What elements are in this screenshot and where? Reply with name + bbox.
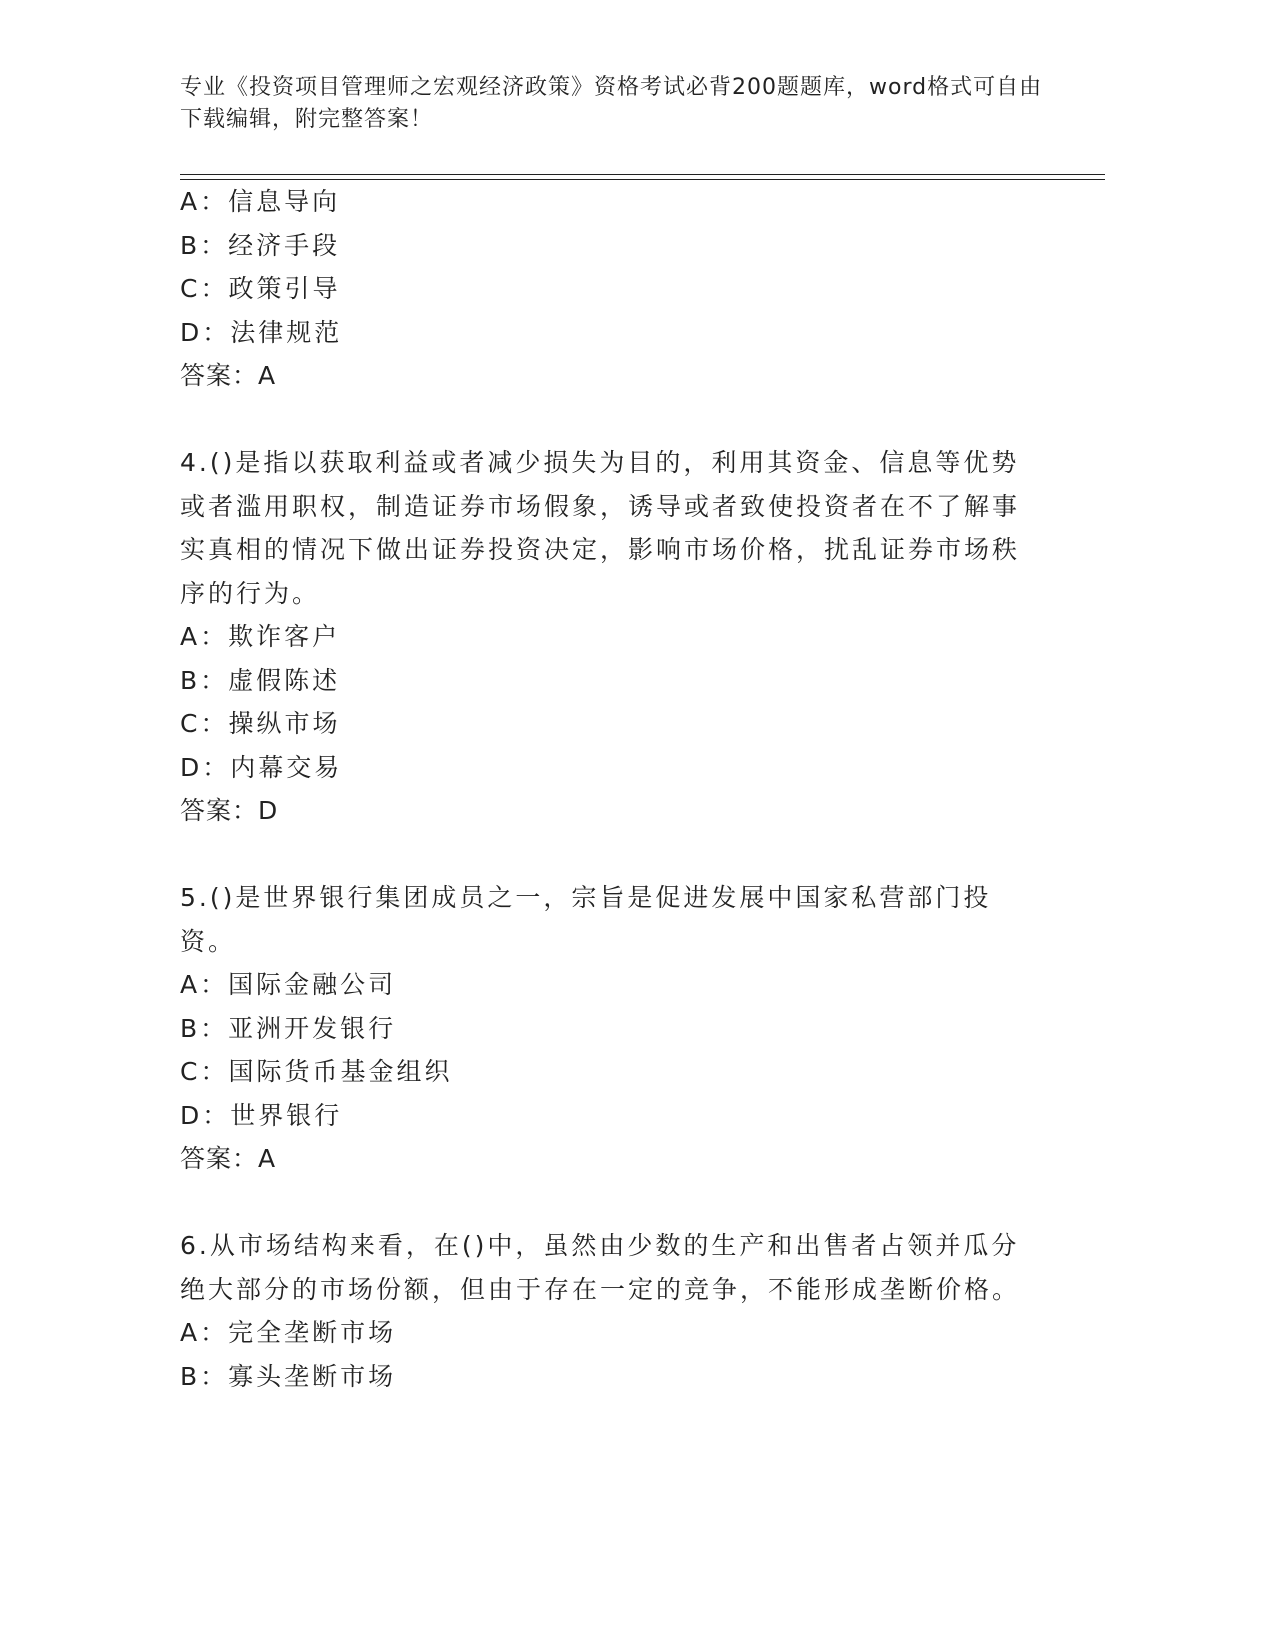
question-text: 5.()是世界银行集团成员之一，宗旨是促进发展中国家私营部门投资。	[180, 883, 992, 956]
option-a: A：国际金融公司	[180, 970, 397, 999]
spacer	[180, 1181, 1060, 1225]
answer-line: 答案：A	[180, 1144, 277, 1173]
option-d: D：内幕交易	[180, 752, 343, 782]
question-4-block	[180, 441, 1060, 833]
option-a: A：欺诈客户	[180, 622, 341, 651]
option-b: B：虚假陈述	[180, 665, 341, 695]
question-3-block	[180, 180, 1060, 398]
option-d: D：法律规范	[180, 317, 343, 347]
question-5-block	[180, 876, 1060, 1181]
option-c: C：政策引导	[180, 274, 341, 303]
option-b: B：寡头垄断市场	[180, 1361, 397, 1391]
option-c: C：操纵市场	[180, 709, 341, 738]
answer-line: 答案：A	[180, 361, 277, 390]
document-header: 专业《投资项目管理师之宏观经济政策》资格考试必背200题题库，word格式可自由下载编辑，附完整答案！	[180, 75, 1043, 132]
question-text: 6.从市场结构来看，在()中，虽然由少数的生产和出售者占领并瓜分绝大部分的市场份额，但由于存在一定的竞争，不能形成垄断价格。	[180, 1231, 1021, 1304]
answer-line: 答案：D	[180, 796, 279, 825]
option-c: C：国际货币基金组织	[180, 1057, 453, 1086]
spacer	[180, 398, 1060, 442]
question-6-block	[180, 1224, 1060, 1398]
option-a: A：信息导向	[180, 187, 341, 216]
question-text: 4.()是指以获取利益或者减少损失为目的，利用其资金、信息等优势或者滥用职权，制造证券市场假象，诱导或者致使投资者在不了解事实真相的情况下做出证券投资决定，影响市场价格，扰乱证券市场秩序的行为。	[180, 448, 1021, 608]
spacer	[180, 833, 1060, 877]
option-b: B：经济手段	[180, 230, 341, 260]
question-content	[180, 180, 1060, 1398]
option-b: B：亚洲开发银行	[180, 1013, 397, 1043]
option-a: A：完全垄断市场	[180, 1318, 397, 1347]
option-d: D：世界银行	[180, 1100, 343, 1130]
